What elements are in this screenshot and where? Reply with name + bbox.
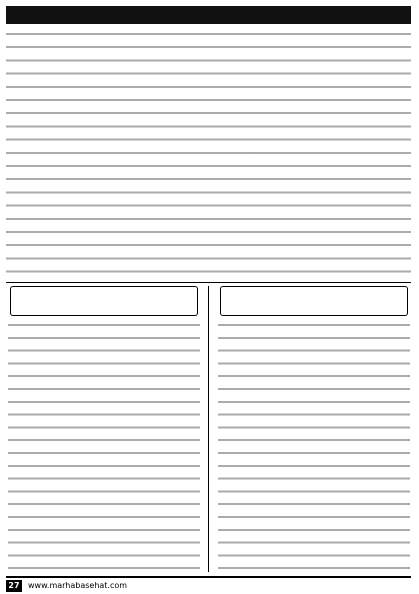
left-column-text-lines (8, 319, 200, 572)
main-article-body (6, 28, 411, 280)
section-divider (6, 282, 411, 283)
article-title-banner (6, 6, 411, 24)
left-column-headline-box (10, 286, 198, 316)
column-divider (208, 286, 209, 572)
website-link[interactable]: www.marhabasehat.com (28, 581, 128, 590)
page-footer (6, 579, 411, 592)
right-column-article (216, 284, 412, 572)
right-column-headline-box (220, 286, 408, 316)
right-column-text-lines (218, 319, 410, 572)
footer-divider (6, 576, 411, 578)
left-column-body (8, 319, 200, 572)
left-column-article (6, 284, 202, 572)
right-column-body (218, 319, 410, 572)
page-number: 27 (6, 580, 22, 592)
main-article-text-lines (6, 28, 411, 280)
